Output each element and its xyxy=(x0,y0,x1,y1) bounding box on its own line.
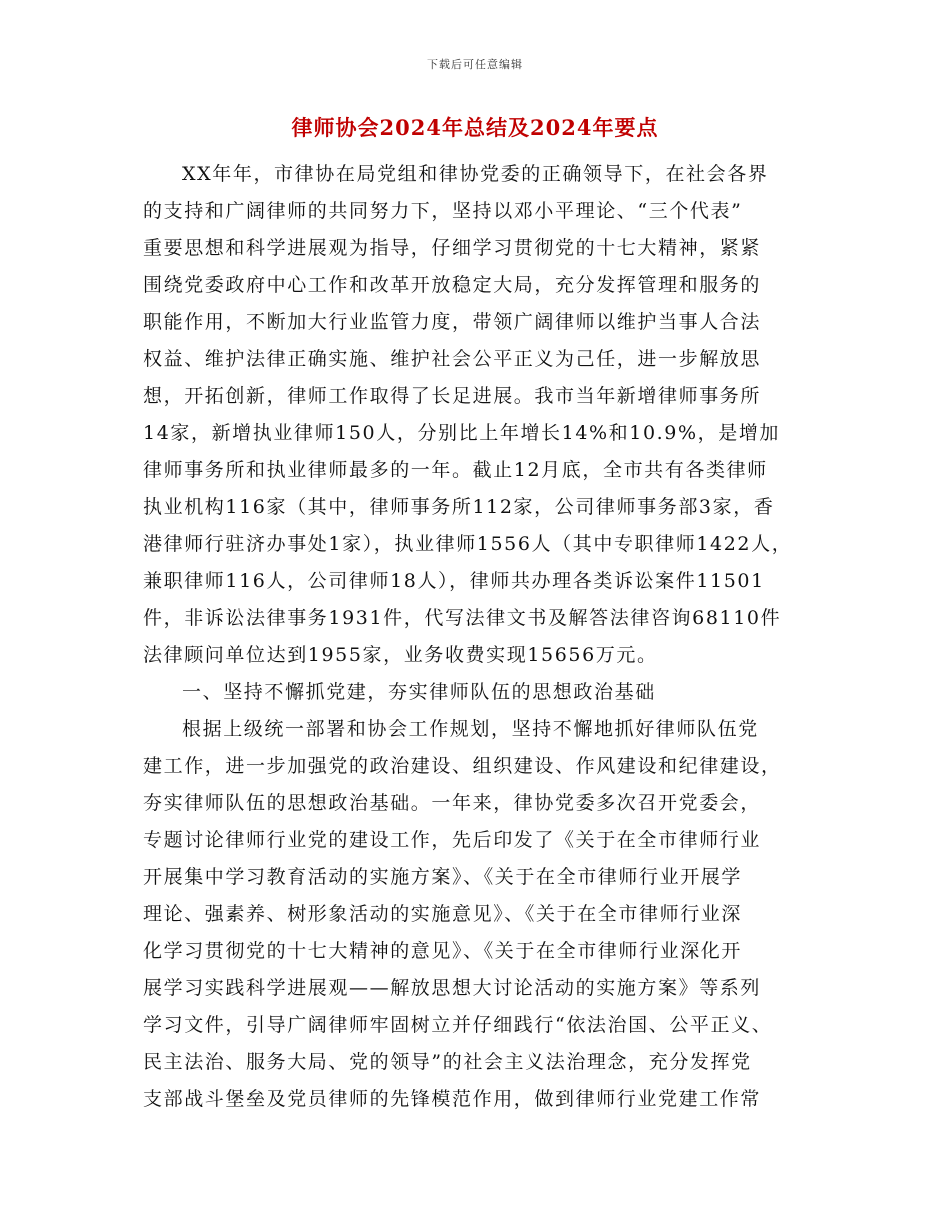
paragraph-line: 展学习实践科学进展观——解放思想大讨论活动的实施方案》等系列 xyxy=(143,977,762,999)
paragraph-line: 围绕党委政府中心工作和改革开放稳定大局，充分发挥管理和服务的 xyxy=(143,274,762,296)
paragraph-line: 兼职律师116人，公司律师18人），律师共办理各类诉讼案件11501 xyxy=(143,570,765,592)
paragraph-line: XX年年，市律协在局党组和律协党委的正确领导下，在社会各界 xyxy=(182,163,769,185)
paragraph-line: 职能作用，不断加大行业监管力度，带领广阔律师以维护当事人合法 xyxy=(143,311,762,333)
editable-notice: 下载后可任意编辑 xyxy=(427,58,523,71)
paragraph-line: 专题讨论律师行业党的建设工作，先后印发了《关于在全市律师行业 xyxy=(143,829,762,851)
paragraph-line: 学习文件，引导广阔律师牢固树立并仔细践行“依法治国、公平正义、 xyxy=(143,1014,773,1036)
paragraph-line: 根据上级统一部署和协会工作规划，坚持不懈地抓好律师队伍党 xyxy=(182,718,759,740)
paragraph-line: 执业机构116家（其中，律师事务所112家，公司律师事务部3家，香 xyxy=(143,496,775,518)
paragraph-line: 14家，新增执业律师150人，分别比上年增长14%和10.9%，是增加 xyxy=(143,422,781,444)
paragraph-line: 件，非诉讼法律事务1931件，代写法律文书及解答法律咨询68110件 xyxy=(143,607,782,629)
paragraph-line: 开展集中学习教育活动的实施方案》、《关于在全市律师行业开展学 xyxy=(143,866,743,888)
paragraph-line: 法律顾问单位达到1955家，业务收费实现15656万元。 xyxy=(143,644,658,666)
paragraph-line: 民主法治、服务大局、党的领导”的社会主义法治理念，充分发挥党 xyxy=(143,1051,752,1073)
paragraph-line: 想，开拓创新，律师工作取得了长足进展。我市当年新增律师事务所 xyxy=(143,385,762,407)
paragraph-line: 建工作，进一步加强党的政治建设、组织建设、作风建设和纪律建设， xyxy=(143,755,782,777)
document-body xyxy=(143,156,813,1118)
section-heading: 一、坚持不懈抓党建，夯实律师队伍的思想政治基础 xyxy=(182,681,656,703)
paragraph-line: 支部战斗堡垒及党员律师的先锋模范作用，做到律师行业党建工作常 xyxy=(143,1088,762,1110)
paragraph-line: 港律师行驻济办事处1家），执业律师1556人（其中专职律师1422人， xyxy=(143,533,793,555)
document-title: 律师协会2024年总结及2024年要点 xyxy=(291,115,659,140)
paragraph-line: 夯实律师队伍的思想政治基础。一年来，律协党委多次召开党委会， xyxy=(143,792,762,814)
paragraph-line: 理论、强素养、树形象活动的实施意见》、《关于在全市律师行业深 xyxy=(143,903,743,925)
paragraph-line: 化学习贯彻党的十七大精神的意见》、《关于在全市律师行业深化开 xyxy=(143,940,743,962)
paragraph-line: 的支持和广阔律师的共同努力下，坚持以邓小平理论、“三个代表” xyxy=(143,200,743,222)
paragraph-line: 律师事务所和执业律师最多的一年。截止12月底，全市共有各类律师 xyxy=(143,459,768,481)
paragraph-line: 重要思想和科学进展观为指导，仔细学习贯彻党的十七大精神，紧紧 xyxy=(143,237,762,259)
paragraph-line: 权益、维护法律正确实施、维护社会公平正义为己任，进一步解放思 xyxy=(143,348,762,370)
